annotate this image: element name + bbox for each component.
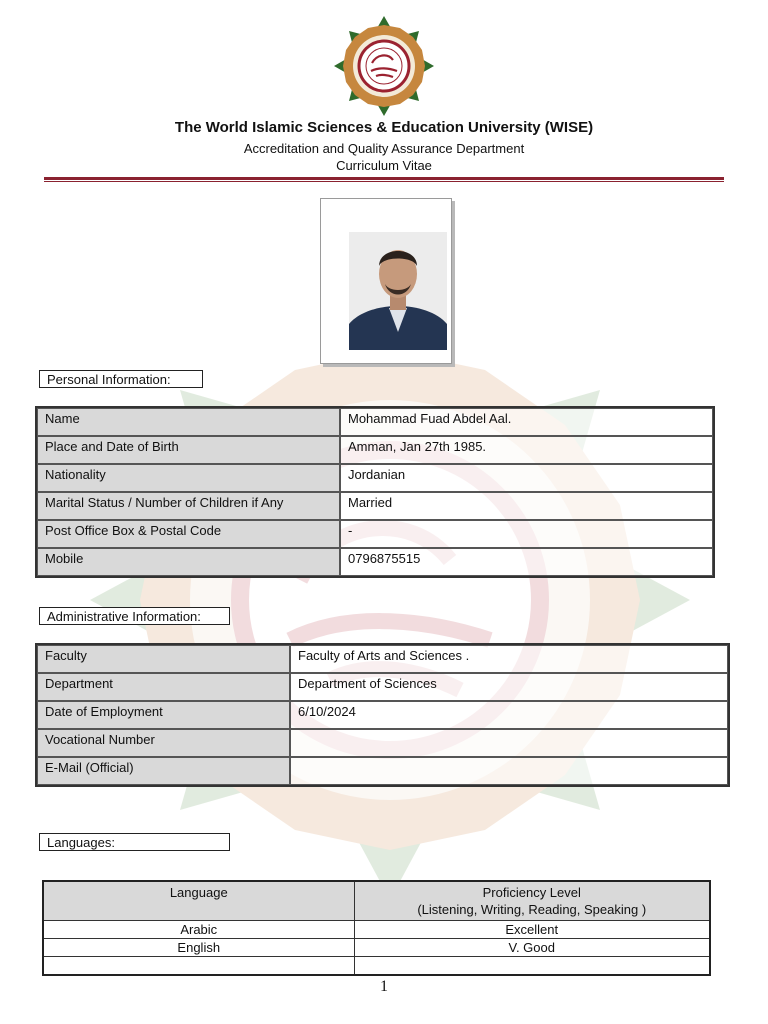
- language-cell: English: [43, 939, 354, 957]
- table-row: [37, 408, 713, 436]
- row-label: Place and Date of Birth: [37, 436, 340, 464]
- admin-info-heading: Administrative Information:: [39, 607, 230, 625]
- row-label: Nationality: [37, 464, 340, 492]
- header-rule-thin: [44, 181, 724, 182]
- proficiency-header-subtext: (Listening, Writing, Reading, Speaking ): [417, 902, 647, 917]
- row-value: Mohammad Fuad Abdel Aal.: [340, 408, 713, 436]
- table-row: [43, 957, 710, 976]
- row-value: 6/10/2024: [290, 701, 728, 729]
- table-row: [37, 729, 728, 757]
- table-row: [37, 464, 713, 492]
- personal-info-table: [35, 406, 715, 578]
- row-label: Date of Employment: [37, 701, 290, 729]
- row-label: Name: [37, 408, 340, 436]
- level-cell: [354, 957, 710, 976]
- row-value: Married: [340, 492, 713, 520]
- table-row: [37, 645, 728, 673]
- languages-table: [42, 880, 711, 976]
- level-cell: Excellent: [354, 921, 710, 939]
- table-row: [43, 921, 710, 939]
- row-label: Faculty: [37, 645, 290, 673]
- row-value: [290, 729, 728, 757]
- row-label: Post Office Box & Postal Code: [37, 520, 340, 548]
- table-row: [37, 757, 728, 785]
- profile-photo: [349, 232, 447, 350]
- row-label: Department: [37, 673, 290, 701]
- header-rule: [44, 177, 724, 180]
- column-header-proficiency: [354, 881, 710, 921]
- language-cell: Arabic: [43, 921, 354, 939]
- column-header-language: [43, 881, 354, 921]
- row-value: 0796875515: [340, 548, 713, 576]
- row-label: Marital Status / Number of Children if Any: [37, 492, 340, 520]
- row-label: Mobile: [37, 548, 340, 576]
- row-value: Amman, Jan 27th 1985.: [340, 436, 713, 464]
- proficiency-header-text: Proficiency Level: [482, 885, 581, 900]
- document-type: Curriculum Vitae: [336, 158, 432, 173]
- table-row: [37, 673, 728, 701]
- table-row: [37, 520, 713, 548]
- row-label: Vocational Number: [37, 729, 290, 757]
- language-header-text: Language: [169, 885, 228, 900]
- table-row: [37, 548, 713, 576]
- page-number: 1: [380, 978, 388, 995]
- table-header-row: [43, 881, 710, 921]
- table-row: [37, 701, 728, 729]
- university-title: The World Islamic Sciences & Education University (WISE): [174, 119, 594, 136]
- university-logo: [322, 16, 446, 116]
- table-row: [43, 939, 710, 957]
- row-value: Jordanian: [340, 464, 713, 492]
- table-row: [37, 492, 713, 520]
- department-name: Accreditation and Quality Assurance Department: [243, 141, 525, 156]
- row-value: -: [340, 520, 713, 548]
- profile-photo-frame: [320, 198, 452, 364]
- personal-info-heading: Personal Information:: [39, 370, 203, 388]
- language-cell: [43, 957, 354, 976]
- row-value: [290, 757, 728, 785]
- table-row: [37, 436, 713, 464]
- admin-info-table: [35, 643, 730, 787]
- row-value: Department of Sciences: [290, 673, 728, 701]
- row-label: E-Mail (Official): [37, 757, 290, 785]
- row-value: Faculty of Arts and Sciences .: [290, 645, 728, 673]
- level-cell: V. Good: [354, 939, 710, 957]
- languages-heading: Languages:: [39, 833, 230, 851]
